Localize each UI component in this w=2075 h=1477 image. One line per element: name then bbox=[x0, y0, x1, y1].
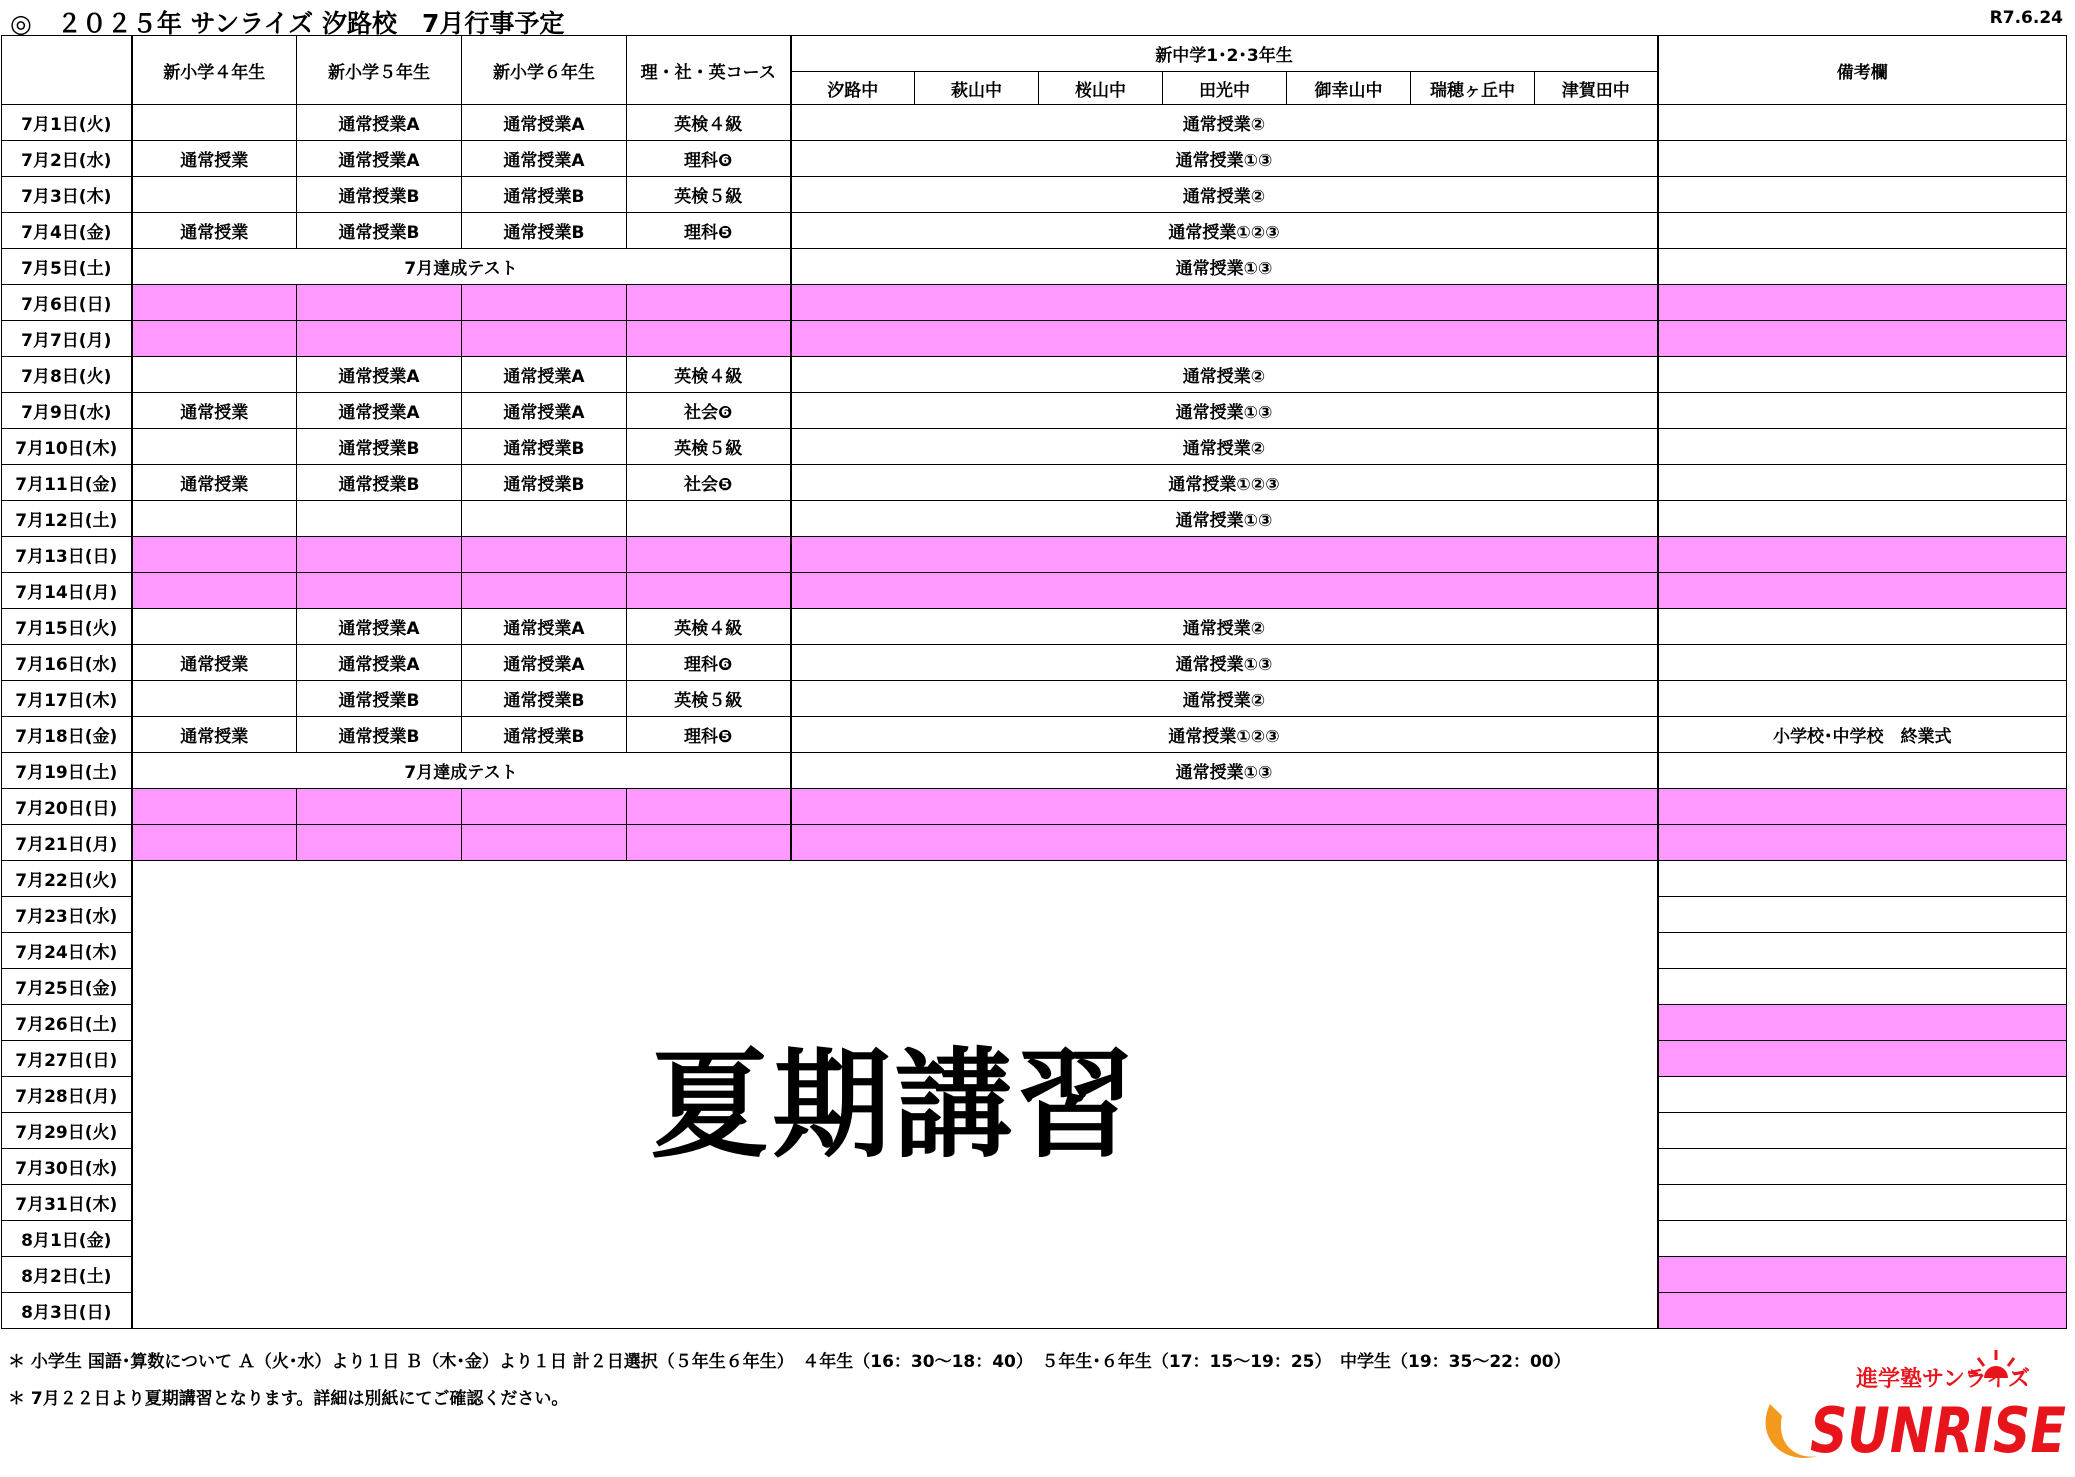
schedule-row bbox=[2, 573, 2067, 609]
schedule-row bbox=[2, 465, 2067, 501]
date-cell: 7月20日(日) bbox=[2, 789, 132, 825]
course-cell: 英検４級 bbox=[627, 609, 791, 645]
grade5-cell: 通常授業A bbox=[297, 357, 462, 393]
grade5-cell: 通常授業A bbox=[297, 105, 462, 141]
sunrise-logo bbox=[1752, 1346, 2070, 1470]
grade5-cell bbox=[297, 501, 462, 537]
course-cell bbox=[627, 501, 791, 537]
date-cell: 7月24日(木) bbox=[2, 933, 132, 969]
date-cell: 7月22日(火) bbox=[2, 861, 132, 897]
header-school: 瑞穂ヶ丘中 bbox=[1411, 72, 1535, 105]
grade6-cell: 通常授業B bbox=[462, 717, 627, 753]
course-cell: 理科❻ bbox=[627, 645, 791, 681]
remarks-cell bbox=[1658, 645, 2067, 681]
middle-school-cell: 通常授業② bbox=[791, 105, 1658, 141]
remarks-cell bbox=[1658, 537, 2067, 573]
course-cell bbox=[627, 285, 791, 321]
remarks-cell bbox=[1658, 681, 2067, 717]
course-cell: 英検５級 bbox=[627, 429, 791, 465]
header-school: 田光中 bbox=[1163, 72, 1287, 105]
grade4-cell bbox=[132, 573, 297, 609]
grade4-cell bbox=[132, 501, 297, 537]
elementary-test-cell: 7月達成テスト bbox=[132, 753, 791, 789]
date-cell: 7月7日(月) bbox=[2, 321, 132, 357]
grade6-cell bbox=[462, 321, 627, 357]
footnote-summer: ＊ 7月２２日より夏期講習となります。詳細は別紙にてご確認ください。 bbox=[8, 1389, 569, 1409]
date-cell: 7月4日(金) bbox=[2, 213, 132, 249]
grade4-cell bbox=[132, 537, 297, 573]
date-cell: 8月2日(土) bbox=[2, 1257, 132, 1293]
grade5-cell bbox=[297, 285, 462, 321]
date-cell: 7月14日(月) bbox=[2, 573, 132, 609]
date-cell: 7月31日(木) bbox=[2, 1185, 132, 1221]
grade4-cell bbox=[132, 429, 297, 465]
middle-school-cell bbox=[791, 825, 1658, 861]
remarks-cell bbox=[1658, 177, 2067, 213]
grade6-cell bbox=[462, 537, 627, 573]
grade5-cell bbox=[297, 321, 462, 357]
remarks-cell bbox=[1658, 1005, 2067, 1041]
header-grade6: 新小学６年生 bbox=[462, 36, 627, 105]
schedule-row bbox=[2, 177, 2067, 213]
middle-school-cell: 通常授業② bbox=[791, 429, 1658, 465]
schedule-row bbox=[2, 105, 2067, 141]
schedule-row bbox=[2, 537, 2067, 573]
remarks-cell bbox=[1658, 465, 2067, 501]
date-cell: 7月1日(火) bbox=[2, 105, 132, 141]
course-cell bbox=[627, 789, 791, 825]
course-cell: 英検５級 bbox=[627, 177, 791, 213]
schedule-row bbox=[2, 393, 2067, 429]
grade4-cell bbox=[132, 789, 297, 825]
schedule-row bbox=[2, 249, 2067, 285]
remarks-cell bbox=[1658, 1221, 2067, 1257]
grade5-cell: 通常授業A bbox=[297, 141, 462, 177]
elementary-test-cell: 7月達成テスト bbox=[132, 249, 791, 285]
date-cell: 7月15日(火) bbox=[2, 609, 132, 645]
grade6-cell: 通常授業B bbox=[462, 429, 627, 465]
course-cell bbox=[627, 825, 791, 861]
date-cell: 7月3日(木) bbox=[2, 177, 132, 213]
middle-school-cell: 通常授業①③ bbox=[791, 249, 1658, 285]
date-cell: 7月25日(金) bbox=[2, 969, 132, 1005]
header-remarks: 備考欄 bbox=[1658, 36, 2067, 105]
course-cell: 理科❻ bbox=[627, 141, 791, 177]
remarks-cell bbox=[1658, 609, 2067, 645]
course-cell bbox=[627, 321, 791, 357]
middle-school-cell: 通常授業①③ bbox=[791, 501, 1658, 537]
grade4-cell: 通常授業 bbox=[132, 393, 297, 429]
course-cell: 理科❺ bbox=[627, 213, 791, 249]
remarks-cell bbox=[1658, 357, 2067, 393]
grade4-cell bbox=[132, 105, 297, 141]
remarks-cell bbox=[1658, 753, 2067, 789]
remarks-cell bbox=[1658, 213, 2067, 249]
date-cell: 7月11日(金) bbox=[2, 465, 132, 501]
course-cell: 英検４級 bbox=[627, 105, 791, 141]
date-cell: 7月27日(日) bbox=[2, 1041, 132, 1077]
schedule-row bbox=[2, 609, 2067, 645]
course-cell: 英検５級 bbox=[627, 681, 791, 717]
middle-school-cell: 通常授業② bbox=[791, 177, 1658, 213]
grade6-cell: 通常授業B bbox=[462, 681, 627, 717]
remarks-cell bbox=[1658, 1113, 2067, 1149]
schedule-row bbox=[2, 825, 2067, 861]
remarks-cell bbox=[1658, 1185, 2067, 1221]
middle-school-cell: 通常授業①②③ bbox=[791, 717, 1658, 753]
summer-course-label: 夏期講習 bbox=[650, 1035, 1139, 1174]
grade5-cell: 通常授業A bbox=[297, 645, 462, 681]
remarks-cell bbox=[1658, 897, 2067, 933]
remarks-cell bbox=[1658, 249, 2067, 285]
grade6-cell bbox=[462, 825, 627, 861]
grade5-cell: 通常授業B bbox=[297, 681, 462, 717]
middle-school-cell: 通常授業①②③ bbox=[791, 465, 1658, 501]
date-cell: 7月29日(火) bbox=[2, 1113, 132, 1149]
grade5-cell bbox=[297, 825, 462, 861]
schedule-row bbox=[2, 285, 2067, 321]
page-title: ◎ ２０２５年 サンライズ 汐路校 7月行事予定 bbox=[10, 9, 565, 38]
date-cell: 7月8日(火) bbox=[2, 357, 132, 393]
remarks-cell bbox=[1658, 141, 2067, 177]
course-cell: 英検４級 bbox=[627, 357, 791, 393]
header-course: 理・社・英コース bbox=[627, 36, 791, 105]
schedule-row bbox=[2, 861, 2067, 897]
date-cell: 8月3日(日) bbox=[2, 1293, 132, 1329]
grade5-cell bbox=[297, 789, 462, 825]
remarks-cell bbox=[1658, 573, 2067, 609]
remarks-cell bbox=[1658, 1041, 2067, 1077]
course-cell: 社会❺ bbox=[627, 465, 791, 501]
remarks-cell bbox=[1658, 429, 2067, 465]
grade6-cell: 通常授業A bbox=[462, 105, 627, 141]
course-cell bbox=[627, 537, 791, 573]
middle-school-cell bbox=[791, 321, 1658, 357]
date-cell: 7月16日(水) bbox=[2, 645, 132, 681]
grade6-cell: 通常授業A bbox=[462, 141, 627, 177]
grade5-cell: 通常授業A bbox=[297, 609, 462, 645]
header-grade5: 新小学５年生 bbox=[297, 36, 462, 105]
grade4-cell: 通常授業 bbox=[132, 213, 297, 249]
grade5-cell: 通常授業B bbox=[297, 213, 462, 249]
middle-school-cell: 通常授業①③ bbox=[791, 645, 1658, 681]
course-cell bbox=[627, 573, 791, 609]
revision-date: R7.6.24 bbox=[1989, 8, 2063, 28]
grade5-cell: 通常授業B bbox=[297, 465, 462, 501]
course-cell: 理科❺ bbox=[627, 717, 791, 753]
header-school: 萩山中 bbox=[915, 72, 1039, 105]
remarks-cell bbox=[1658, 285, 2067, 321]
middle-school-cell bbox=[791, 537, 1658, 573]
remarks-cell bbox=[1658, 825, 2067, 861]
grade6-cell bbox=[462, 789, 627, 825]
schedule-row bbox=[2, 357, 2067, 393]
header-school: 御幸山中 bbox=[1287, 72, 1411, 105]
remarks-cell bbox=[1658, 861, 2067, 897]
date-cell: 7月12日(土) bbox=[2, 501, 132, 537]
grade4-cell bbox=[132, 681, 297, 717]
remarks-cell bbox=[1658, 969, 2067, 1005]
remarks-cell bbox=[1658, 1293, 2067, 1329]
header-school: 津賀田中 bbox=[1535, 72, 1658, 105]
remarks-cell: 小学校･中学校 終業式 bbox=[1658, 717, 2067, 753]
middle-school-cell: 通常授業①②③ bbox=[791, 213, 1658, 249]
grade5-cell bbox=[297, 537, 462, 573]
grade4-cell bbox=[132, 177, 297, 213]
remarks-cell bbox=[1658, 393, 2067, 429]
date-cell: 8月1日(金) bbox=[2, 1221, 132, 1257]
grade4-cell bbox=[132, 285, 297, 321]
date-cell: 7月28日(月) bbox=[2, 1077, 132, 1113]
date-cell: 7月6日(日) bbox=[2, 285, 132, 321]
remarks-cell bbox=[1658, 105, 2067, 141]
date-cell: 7月10日(木) bbox=[2, 429, 132, 465]
schedule-table bbox=[1, 35, 2067, 1329]
grade5-cell: 通常授業B bbox=[297, 177, 462, 213]
remarks-cell bbox=[1658, 501, 2067, 537]
date-cell: 7月21日(月) bbox=[2, 825, 132, 861]
date-cell: 7月26日(土) bbox=[2, 1005, 132, 1041]
schedule-body bbox=[2, 105, 2067, 1329]
date-cell: 7月5日(土) bbox=[2, 249, 132, 285]
middle-school-cell: 通常授業①③ bbox=[791, 141, 1658, 177]
date-cell: 7月9日(水) bbox=[2, 393, 132, 429]
grade4-cell bbox=[132, 357, 297, 393]
grade5-cell: 通常授業B bbox=[297, 717, 462, 753]
schedule-row bbox=[2, 501, 2067, 537]
remarks-cell bbox=[1658, 1257, 2067, 1293]
grade4-cell: 通常授業 bbox=[132, 717, 297, 753]
header-grade4: 新小学４年生 bbox=[132, 36, 297, 105]
grade6-cell bbox=[462, 285, 627, 321]
schedule-row bbox=[2, 321, 2067, 357]
date-cell: 7月23日(水) bbox=[2, 897, 132, 933]
schedule-row bbox=[2, 141, 2067, 177]
date-cell: 7月18日(金) bbox=[2, 717, 132, 753]
schedule-row bbox=[2, 789, 2067, 825]
grade5-cell: 通常授業A bbox=[297, 393, 462, 429]
grade4-cell: 通常授業 bbox=[132, 645, 297, 681]
date-cell: 7月2日(水) bbox=[2, 141, 132, 177]
remarks-cell bbox=[1658, 1077, 2067, 1113]
middle-school-cell: 通常授業①③ bbox=[791, 393, 1658, 429]
grade6-cell bbox=[462, 573, 627, 609]
grade5-cell bbox=[297, 573, 462, 609]
schedule-row bbox=[2, 645, 2067, 681]
grade6-cell: 通常授業B bbox=[462, 213, 627, 249]
schedule-row bbox=[2, 429, 2067, 465]
date-cell: 7月19日(土) bbox=[2, 753, 132, 789]
header-middle-group: 新中学1･2･3年生 bbox=[791, 36, 1658, 72]
footnote-class-selection: ＊ 小学生 国語･算数について Ａ（火･水）より１日 Ｂ（木･金）より１日 計２日選択（５年生６年生） ４年生（16：30～18：40） ５年生･６年生（17：15～19：25） 中学生（19：35～22：00） bbox=[8, 1352, 1571, 1372]
remarks-cell bbox=[1658, 933, 2067, 969]
summer-course-block bbox=[132, 861, 1658, 1329]
date-cell: 7月30日(水) bbox=[2, 1149, 132, 1185]
schedule-row bbox=[2, 213, 2067, 249]
grade5-cell: 通常授業B bbox=[297, 429, 462, 465]
middle-school-cell: 通常授業② bbox=[791, 357, 1658, 393]
middle-school-cell bbox=[791, 285, 1658, 321]
header-school: 桜山中 bbox=[1039, 72, 1163, 105]
schedule-row bbox=[2, 717, 2067, 753]
grade4-cell: 通常授業 bbox=[132, 141, 297, 177]
date-cell: 7月13日(日) bbox=[2, 537, 132, 573]
header-school: 汐路中 bbox=[791, 72, 915, 105]
grade6-cell: 通常授業B bbox=[462, 465, 627, 501]
schedule-row bbox=[2, 753, 2067, 789]
grade6-cell: 通常授業B bbox=[462, 177, 627, 213]
grade4-cell bbox=[132, 609, 297, 645]
grade4-cell: 通常授業 bbox=[132, 465, 297, 501]
grade4-cell bbox=[132, 321, 297, 357]
grade6-cell: 通常授業A bbox=[462, 609, 627, 645]
course-cell: 社会❻ bbox=[627, 393, 791, 429]
middle-school-cell: 通常授業② bbox=[791, 609, 1658, 645]
middle-school-cell: 通常授業①③ bbox=[791, 753, 1658, 789]
middle-school-cell bbox=[791, 573, 1658, 609]
middle-school-cell: 通常授業② bbox=[791, 681, 1658, 717]
date-cell: 7月17日(木) bbox=[2, 681, 132, 717]
logo-wordmark: SUNRISE bbox=[1810, 1394, 2066, 1467]
schedule-row bbox=[2, 681, 2067, 717]
remarks-cell bbox=[1658, 321, 2067, 357]
remarks-cell bbox=[1658, 789, 2067, 825]
grade6-cell bbox=[462, 501, 627, 537]
remarks-cell bbox=[1658, 1149, 2067, 1185]
grade6-cell: 通常授業A bbox=[462, 393, 627, 429]
middle-school-cell bbox=[791, 789, 1658, 825]
grade4-cell bbox=[132, 825, 297, 861]
corner-cell bbox=[2, 36, 132, 105]
logo-tagline: 進学塾サンライズ bbox=[1856, 1367, 2031, 1392]
grade6-cell: 通常授業A bbox=[462, 357, 627, 393]
grade6-cell: 通常授業A bbox=[462, 645, 627, 681]
